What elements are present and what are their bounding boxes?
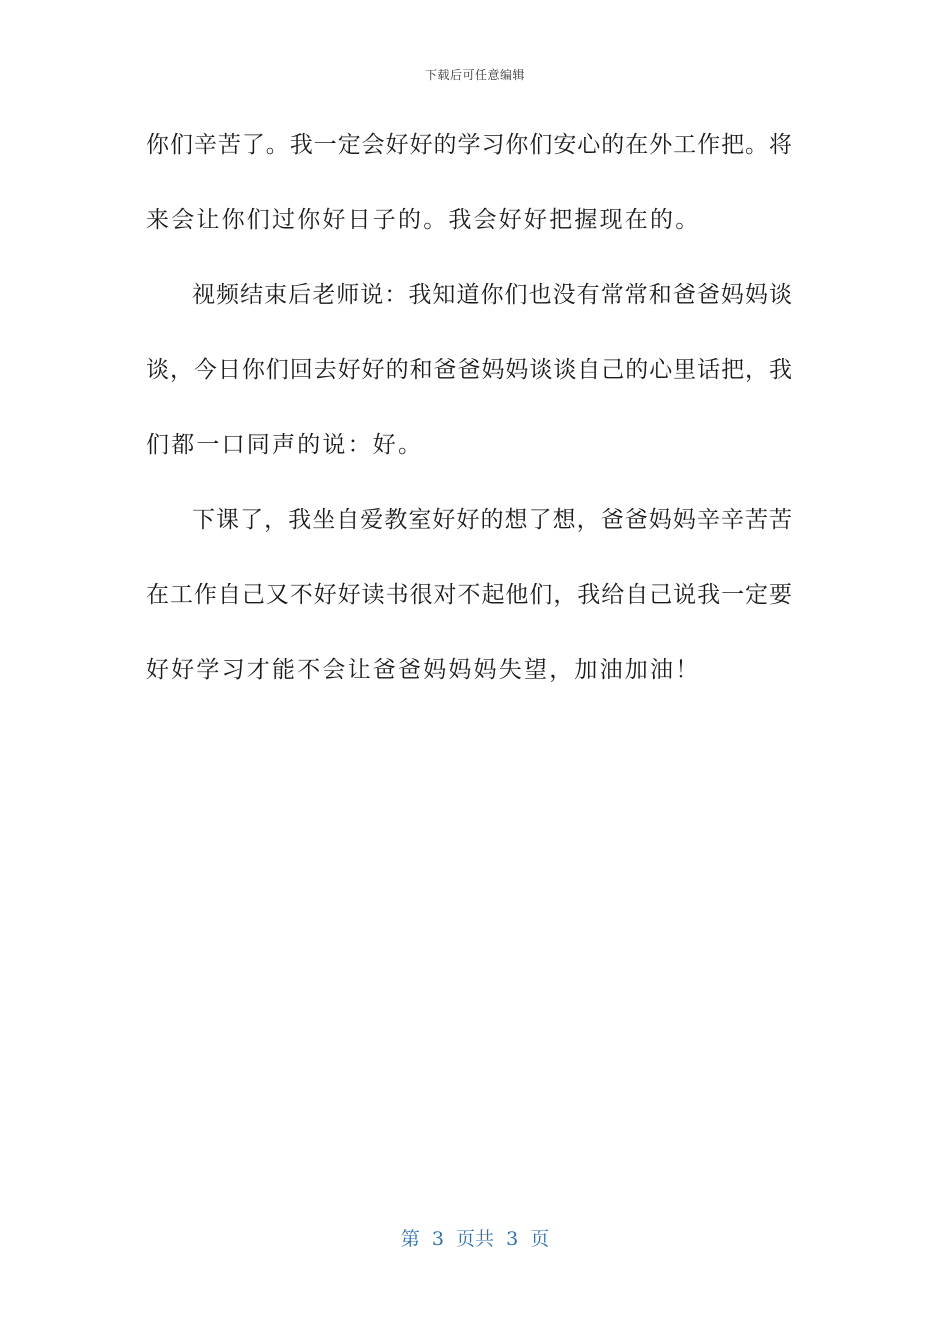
- paragraph-3-line-2: 在工作自己又不好好读书很对不起他们，我给自己说我一定要: [146, 582, 792, 608]
- page-header: 下载后可任意编辑: [424, 68, 525, 82]
- paragraph-1-line-2: 来会让你们过你好日子的。我会好好把握现在的。: [146, 207, 701, 233]
- document-body: [146, 121, 792, 721]
- paragraph-3-line-1: 下课了，我坐自爱教室好好的想了想，爸爸妈妈辛辛苦苦: [192, 507, 792, 533]
- page-number-footer: 第 3 页共 3 页: [400, 1228, 550, 1250]
- paragraph-2-line-2: 谈，今日你们回去好好的和爸爸妈妈谈谈自己的心里话把，我: [146, 357, 792, 383]
- paragraph-2-line-1: 视频结束后老师说：我知道你们也没有常常和爸爸妈妈谈: [192, 282, 792, 308]
- paragraph-3-line-3: 好好学习才能不会让爸爸妈妈妈失望，加油加油！: [146, 657, 701, 683]
- paragraph-2-line-3: 们都一口同声的说：好。: [146, 432, 424, 458]
- paragraph-1-line-1: 你们辛苦了。我一定会好好的学习你们安心的在外工作把。将: [146, 132, 792, 158]
